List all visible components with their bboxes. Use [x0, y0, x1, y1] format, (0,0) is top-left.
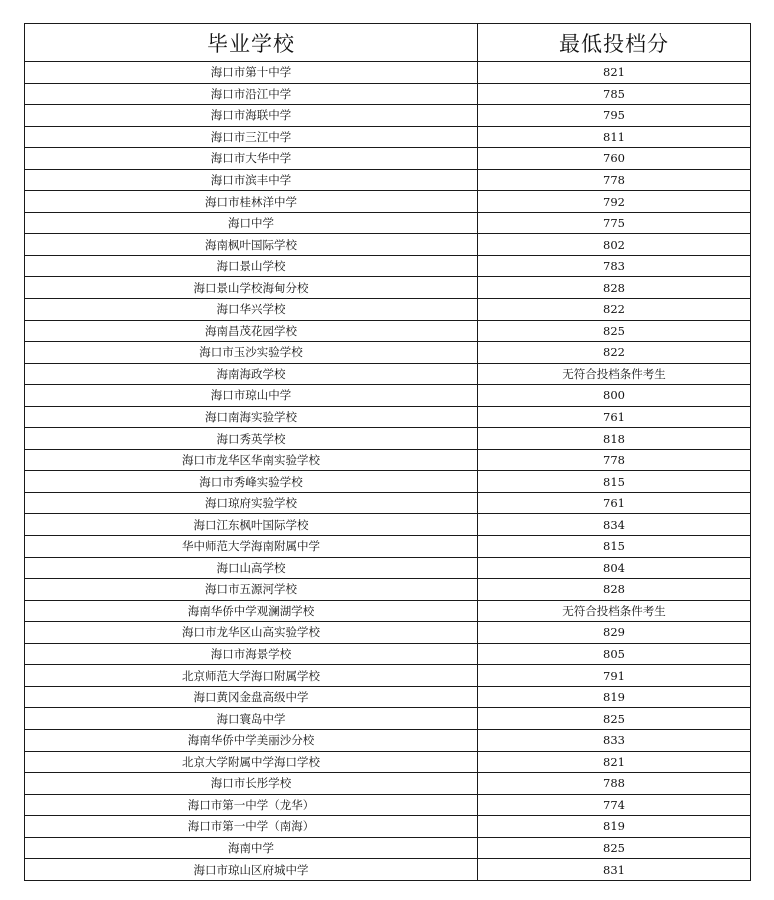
school-name-cell: 海口市大华中学	[25, 148, 478, 170]
min-score-cell: 822	[478, 342, 751, 364]
school-name-cell: 海口市海景学校	[25, 643, 478, 665]
min-score-cell: 825	[478, 837, 751, 859]
table-row	[25, 536, 751, 558]
school-name-cell: 海口南海实验学校	[25, 406, 478, 428]
school-name-cell: 海口山高学校	[25, 557, 478, 579]
min-score-cell: 791	[478, 665, 751, 687]
table-row	[25, 363, 751, 385]
table-row	[25, 105, 751, 127]
min-score-cell: 833	[478, 729, 751, 751]
min-score-cell: 761	[478, 492, 751, 514]
school-name-cell: 海口江东枫叶国际学校	[25, 514, 478, 536]
school-name-cell: 海口华兴学校	[25, 299, 478, 321]
min-score-cell: 821	[478, 751, 751, 773]
table-row	[25, 169, 751, 191]
school-name-cell: 海口市长彤学校	[25, 773, 478, 795]
table-row	[25, 320, 751, 342]
min-score-cell: 834	[478, 514, 751, 536]
school-name-cell: 海口市滨丰中学	[25, 169, 478, 191]
table-row	[25, 212, 751, 234]
table-row	[25, 255, 751, 277]
table-row	[25, 729, 751, 751]
header-min-score: 最低投档分	[478, 24, 751, 62]
school-name-cell: 海口黄冈金盘高级中学	[25, 686, 478, 708]
min-score-cell: 828	[478, 579, 751, 601]
min-score-cell: 825	[478, 320, 751, 342]
school-name-cell: 海口市沿江中学	[25, 83, 478, 105]
min-score-cell: 774	[478, 794, 751, 816]
school-name-cell: 海口市第十中学	[25, 62, 478, 84]
table-row	[25, 643, 751, 665]
school-name-cell: 海口市桂林洋中学	[25, 191, 478, 213]
min-score-cell: 819	[478, 686, 751, 708]
school-name-cell: 海口市龙华区华南实验学校	[25, 449, 478, 471]
school-name-cell: 海南枫叶国际学校	[25, 234, 478, 256]
table-row	[25, 342, 751, 364]
table-row	[25, 148, 751, 170]
table-row	[25, 234, 751, 256]
min-score-cell: 761	[478, 406, 751, 428]
min-score-cell: 800	[478, 385, 751, 407]
min-score-cell: 792	[478, 191, 751, 213]
table-row	[25, 837, 751, 859]
table-row	[25, 816, 751, 838]
min-score-cell: 818	[478, 428, 751, 450]
min-score-cell: 无符合投档条件考生	[478, 363, 751, 385]
min-score-cell: 778	[478, 449, 751, 471]
school-name-cell: 海南华侨中学美丽沙分校	[25, 729, 478, 751]
min-score-cell: 788	[478, 773, 751, 795]
min-score-cell: 822	[478, 299, 751, 321]
table-body	[25, 62, 751, 881]
min-score-cell: 760	[478, 148, 751, 170]
table-row	[25, 794, 751, 816]
table-row	[25, 126, 751, 148]
table-row	[25, 406, 751, 428]
min-score-cell: 831	[478, 859, 751, 881]
school-name-cell: 海口秀英学校	[25, 428, 478, 450]
min-score-cell: 778	[478, 169, 751, 191]
school-name-cell: 北京大学附属中学海口学校	[25, 751, 478, 773]
table-row	[25, 859, 751, 881]
table-row	[25, 751, 751, 773]
school-name-cell: 海口琼府实验学校	[25, 492, 478, 514]
min-score-cell: 815	[478, 471, 751, 493]
table-row	[25, 579, 751, 601]
school-name-cell: 海口中学	[25, 212, 478, 234]
table-header	[25, 24, 751, 62]
school-name-cell: 海口市龙华区山高实验学校	[25, 622, 478, 644]
school-name-cell: 海南昌茂花园学校	[25, 320, 478, 342]
table-row	[25, 686, 751, 708]
school-name-cell: 海南海政学校	[25, 363, 478, 385]
school-name-cell: 海口寰岛中学	[25, 708, 478, 730]
table-row	[25, 773, 751, 795]
school-name-cell: 海南中学	[25, 837, 478, 859]
min-score-cell: 811	[478, 126, 751, 148]
min-score-cell: 805	[478, 643, 751, 665]
table-row	[25, 62, 751, 84]
table-row	[25, 708, 751, 730]
table-row	[25, 600, 751, 622]
table-row	[25, 665, 751, 687]
school-name-cell: 海口市五源河学校	[25, 579, 478, 601]
table-row	[25, 277, 751, 299]
min-score-cell: 825	[478, 708, 751, 730]
school-name-cell: 海口景山学校	[25, 255, 478, 277]
school-name-cell: 海南华侨中学观澜湖学校	[25, 600, 478, 622]
min-score-cell: 785	[478, 83, 751, 105]
school-name-cell: 华中师范大学海南附属中学	[25, 536, 478, 558]
school-name-cell: 海口市琼山中学	[25, 385, 478, 407]
table-row	[25, 299, 751, 321]
school-name-cell: 海口景山学校海甸分校	[25, 277, 478, 299]
school-name-cell: 海口市秀峰实验学校	[25, 471, 478, 493]
admission-score-table	[24, 23, 751, 881]
min-score-cell: 821	[478, 62, 751, 84]
min-score-cell: 无符合投档条件考生	[478, 600, 751, 622]
school-name-cell: 北京师范大学海口附属学校	[25, 665, 478, 687]
table-row	[25, 449, 751, 471]
header-school: 毕业学校	[25, 24, 478, 62]
table-row	[25, 471, 751, 493]
min-score-cell: 828	[478, 277, 751, 299]
table-row	[25, 492, 751, 514]
table-row	[25, 83, 751, 105]
school-name-cell: 海口市玉沙实验学校	[25, 342, 478, 364]
school-name-cell: 海口市海联中学	[25, 105, 478, 127]
school-name-cell: 海口市琼山区府城中学	[25, 859, 478, 881]
min-score-cell: 804	[478, 557, 751, 579]
school-name-cell: 海口市三江中学	[25, 126, 478, 148]
min-score-cell: 819	[478, 816, 751, 838]
table-row	[25, 622, 751, 644]
school-name-cell: 海口市第一中学（龙华）	[25, 794, 478, 816]
table-row	[25, 557, 751, 579]
min-score-cell: 795	[478, 105, 751, 127]
header-row	[25, 24, 751, 62]
min-score-cell: 829	[478, 622, 751, 644]
min-score-cell: 783	[478, 255, 751, 277]
school-name-cell: 海口市第一中学（南海）	[25, 816, 478, 838]
min-score-cell: 815	[478, 536, 751, 558]
table-row	[25, 385, 751, 407]
min-score-cell: 775	[478, 212, 751, 234]
table-row	[25, 428, 751, 450]
table-row	[25, 191, 751, 213]
min-score-cell: 802	[478, 234, 751, 256]
table-row	[25, 514, 751, 536]
